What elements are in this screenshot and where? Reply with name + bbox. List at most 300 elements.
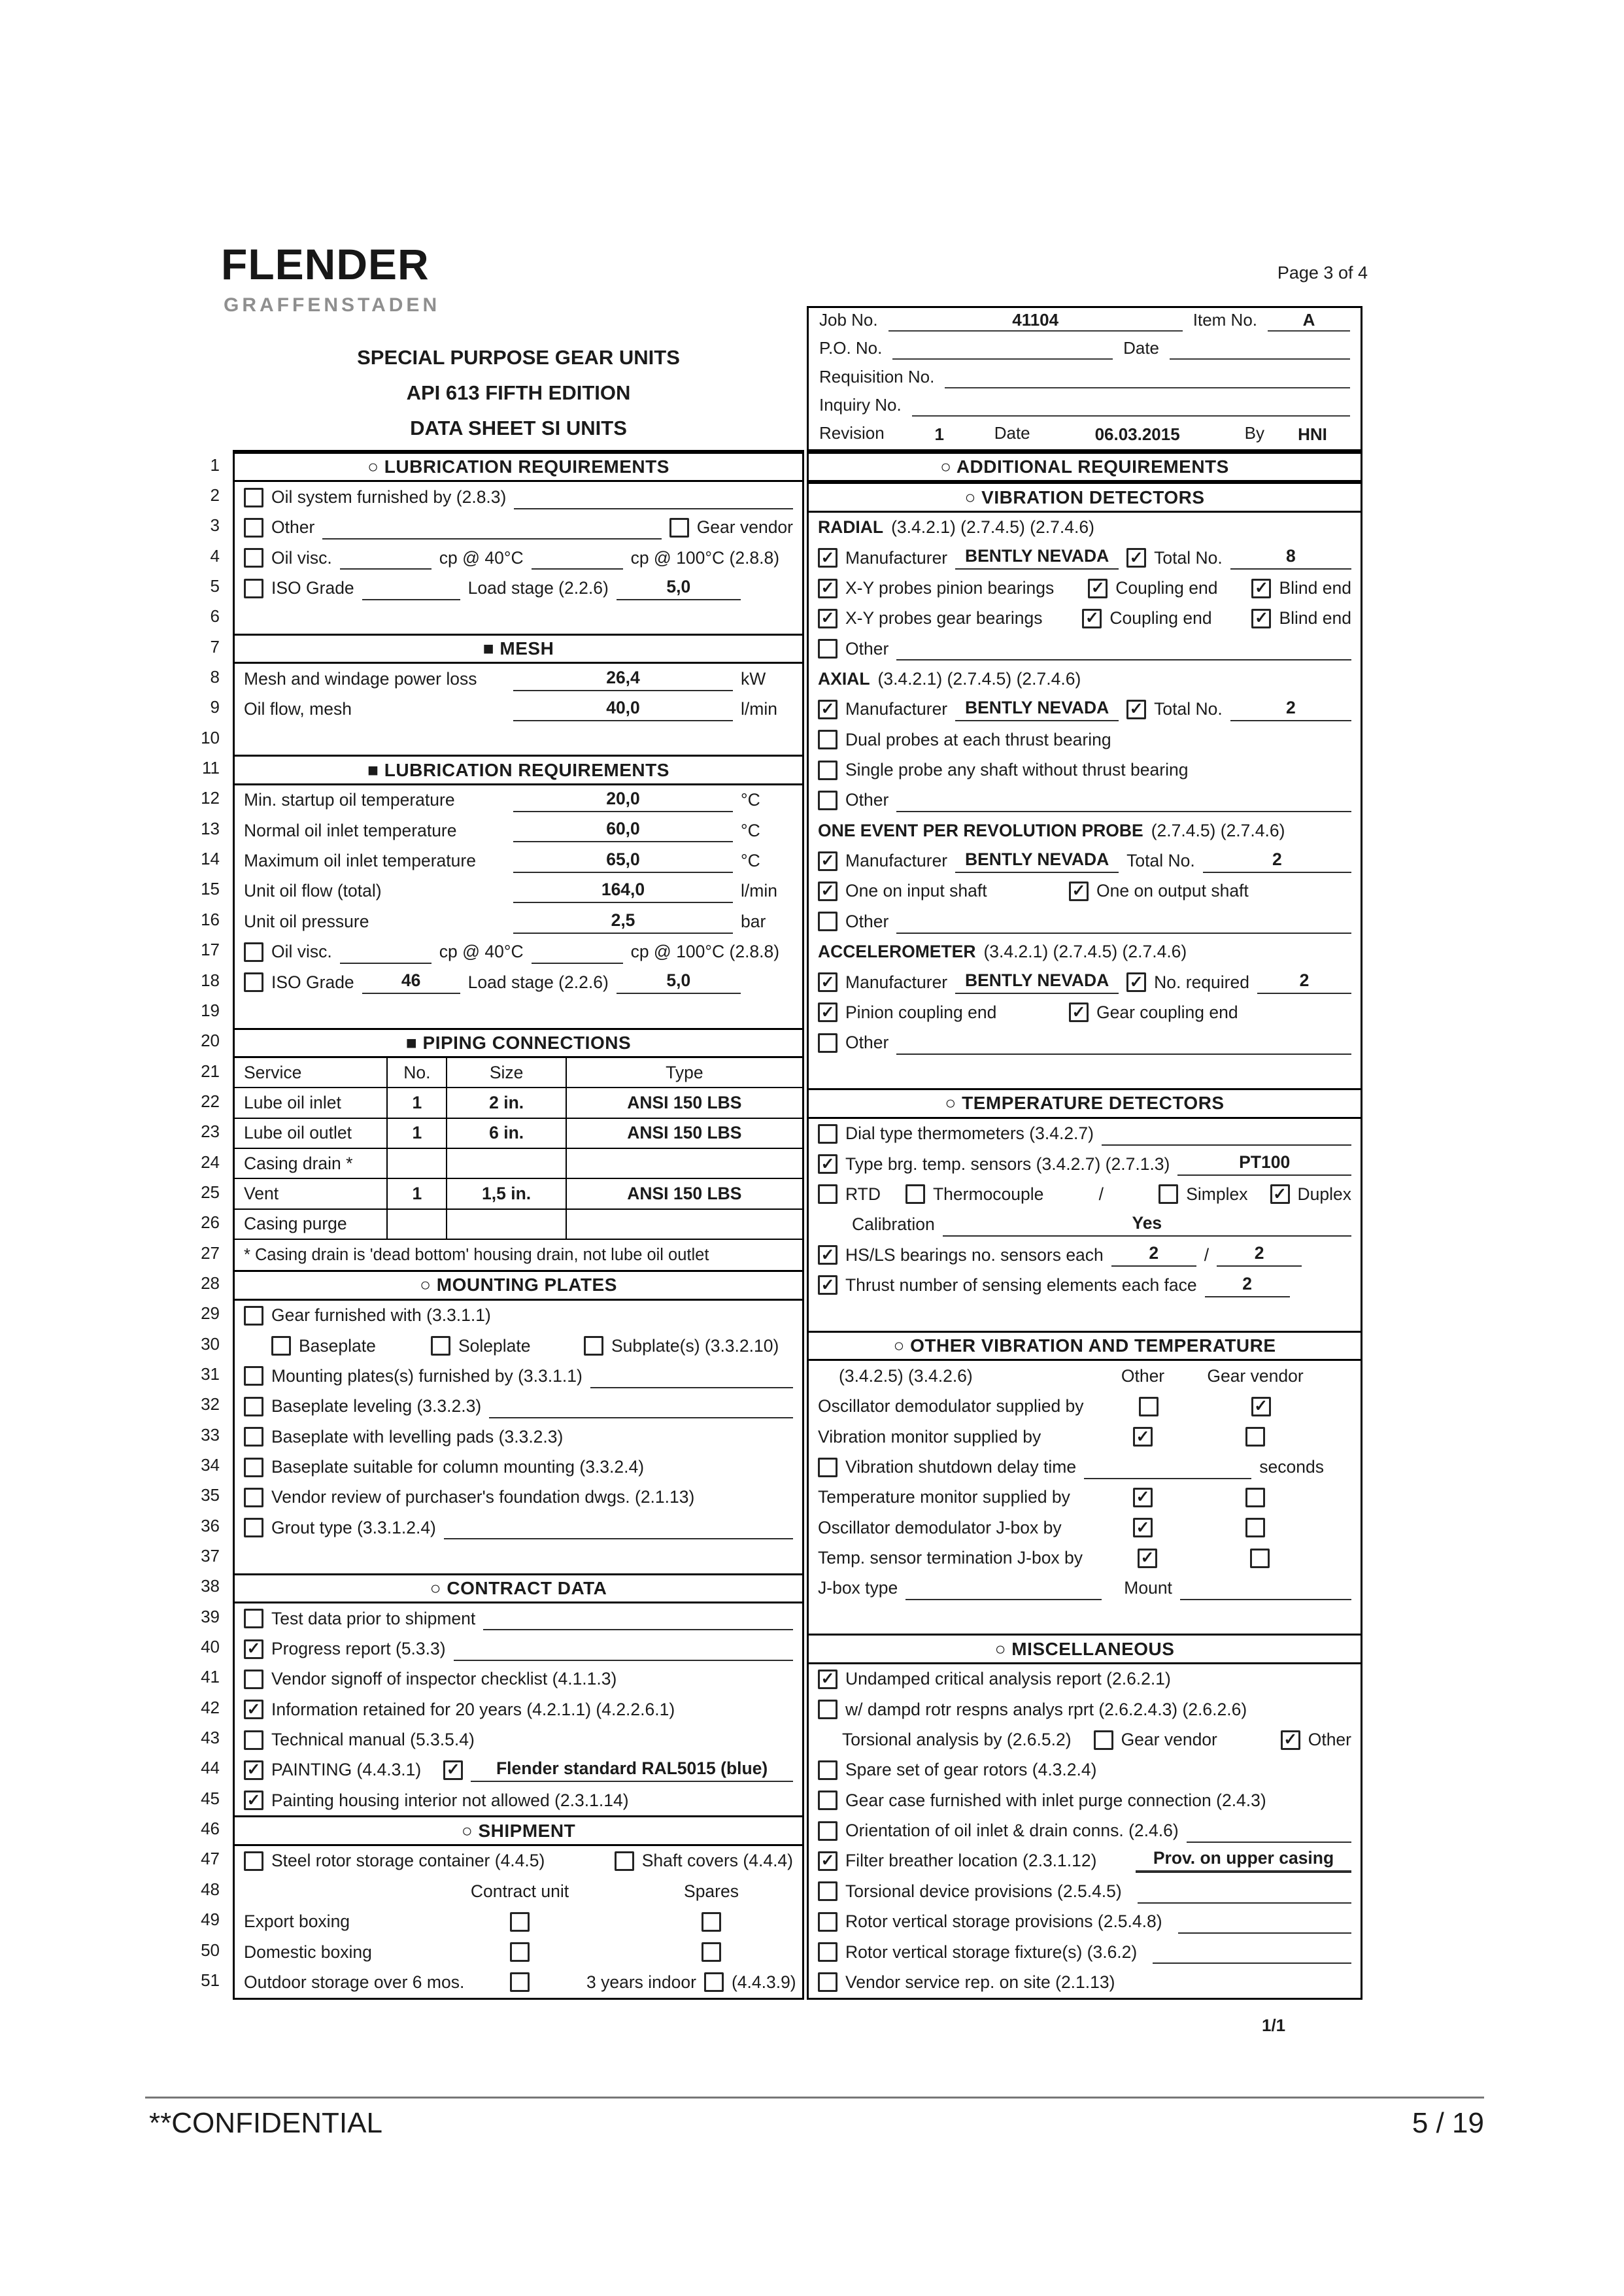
checkbox-unchecked[interactable] — [431, 1336, 450, 1356]
checkbox-unchecked[interactable] — [1159, 1184, 1178, 1204]
form-row — [809, 1694, 1361, 1724]
checkbox-checked[interactable]: ✓ — [1133, 1427, 1153, 1447]
inquiry-no-field[interactable] — [912, 397, 1350, 417]
checkbox-unchecked[interactable] — [818, 1124, 837, 1144]
form-field[interactable]: 40,0 — [513, 698, 733, 721]
checkbox-unchecked[interactable] — [818, 1458, 837, 1477]
form-row — [235, 937, 802, 967]
requisition-no-label: Requisition No. — [819, 366, 935, 386]
checkbox-checked[interactable]: ✓ — [1069, 1002, 1089, 1022]
checkbox-unchecked[interactable] — [244, 488, 263, 507]
label: Pinion coupling end — [845, 1002, 997, 1022]
checkbox-checked[interactable]: ✓ — [818, 1275, 837, 1295]
checkbox-unchecked[interactable] — [702, 1912, 721, 1932]
label: Normal oil inlet temperature — [244, 820, 457, 840]
po-no-field[interactable] — [892, 340, 1113, 360]
checkbox-unchecked[interactable] — [818, 1791, 837, 1810]
form-field[interactable]: PT100 — [1177, 1152, 1351, 1176]
form-field[interactable] — [340, 548, 431, 570]
checkbox-checked[interactable]: ✓ — [1251, 579, 1271, 598]
form-row — [809, 815, 1361, 846]
form-field[interactable]: BENTLY NEVADA — [955, 698, 1119, 721]
label: Information retained for 20 years (4.2.1.1) (4.2.2.6.1) — [271, 1699, 675, 1719]
checkbox-unchecked[interactable] — [1094, 1730, 1113, 1750]
form-row — [809, 785, 1361, 815]
label: RADIAL — [818, 517, 884, 538]
form-row — [809, 1543, 1361, 1573]
label: Thermocouple — [933, 1184, 1044, 1204]
checkbox-checked[interactable]: ✓ — [1088, 579, 1108, 598]
form-field[interactable]: 2 — [1203, 849, 1351, 873]
label: Maximum oil inlet temperature — [244, 851, 476, 871]
checkbox-unchecked[interactable] — [584, 1336, 603, 1356]
label: 3 years indoor — [586, 1972, 696, 1992]
checkbox-slot — [630, 1942, 793, 1962]
checkbox-unchecked[interactable] — [818, 1033, 837, 1053]
line-number: 11 — [202, 758, 220, 778]
label: (3.4.2.1) (2.7.4.5) (2.7.4.6) — [877, 669, 1081, 689]
table-header-cell: No. — [388, 1058, 447, 1087]
form-field[interactable] — [590, 1367, 793, 1388]
checkbox-unchecked[interactable] — [244, 1366, 263, 1386]
checkbox-slot — [461, 1972, 579, 1992]
label: Baseplate suitable for column mounting (3.3.2.4) — [271, 1457, 645, 1477]
label: Single probe any shaft without thrust bearing — [845, 760, 1189, 780]
form-field[interactable]: 164,0 — [513, 880, 733, 903]
checkbox-unchecked[interactable] — [244, 518, 263, 538]
form-row — [809, 1876, 1361, 1906]
form-field[interactable]: BENTLY NEVADA — [955, 546, 1119, 570]
checkbox-unchecked[interactable] — [244, 1397, 263, 1416]
label: Min. startup oil temperature — [244, 790, 455, 810]
form-field[interactable]: 20,0 — [513, 789, 733, 812]
line-number: 33 — [201, 1424, 220, 1445]
checkbox-unchecked[interactable] — [818, 1821, 837, 1841]
checkbox-checked[interactable]: ✓ — [818, 700, 837, 719]
label: Gear case furnished with inlet purge connection (2.4.3) — [845, 1790, 1266, 1810]
form-row — [809, 1664, 1361, 1694]
form-field[interactable] — [896, 639, 1351, 660]
form-field[interactable] — [1084, 1458, 1251, 1479]
form-field[interactable]: 2 — [1257, 970, 1351, 994]
checkbox-checked[interactable]: ✓ — [818, 1851, 837, 1871]
form-field[interactable]: BENTLY NEVADA — [955, 849, 1119, 873]
page-indicator: Page 3 of 4 — [1277, 263, 1368, 283]
section-title: ■ PIPING CONNECTIONS — [405, 1032, 632, 1053]
form-field[interactable] — [1138, 1882, 1351, 1904]
label: Temperature monitor supplied by — [818, 1487, 1070, 1507]
checkbox-slot — [1206, 1397, 1317, 1416]
line-number: 4 — [210, 545, 220, 566]
column-label: Other — [1121, 1365, 1165, 1386]
label: Vendor service rep. on site (2.1.13) — [845, 1972, 1115, 1992]
line-number: 45 — [201, 1788, 220, 1808]
checkbox-unchecked[interactable] — [244, 1609, 263, 1628]
label: Manufacturer — [845, 699, 948, 719]
checkbox-checked[interactable]: ✓ — [1126, 548, 1146, 568]
checkbox-checked[interactable]: ✓ — [1133, 1488, 1153, 1507]
form-field[interactable]: BENTLY NEVADA — [955, 970, 1119, 994]
po-no-label: P.O. No. — [819, 338, 883, 358]
document-title — [233, 340, 804, 446]
checkbox-unchecked[interactable] — [244, 548, 263, 568]
line-number: 29 — [201, 1303, 220, 1324]
line-number: 42 — [201, 1697, 220, 1717]
label: Spare set of gear rotors (4.3.2.4) — [845, 1760, 1097, 1780]
checkbox-unchecked[interactable] — [244, 1488, 263, 1507]
checkbox-unchecked[interactable] — [244, 1730, 263, 1750]
form-row — [235, 1301, 802, 1331]
form-row — [235, 1513, 802, 1543]
label: cp @ 100°C (2.8.8) — [630, 942, 780, 962]
checkbox-unchecked[interactable] — [818, 639, 837, 659]
form-row — [809, 725, 1361, 755]
label: Total No. — [1154, 699, 1223, 719]
checkbox-unchecked[interactable] — [704, 1972, 724, 1992]
label: Oil flow, mesh — [244, 699, 352, 719]
label: (3.4.2.1) (2.7.4.5) (2.7.4.6) — [983, 942, 1187, 962]
form-field[interactable]: Flender standard RAL5015 (blue) — [471, 1758, 793, 1782]
form-field[interactable]: 65,0 — [513, 849, 733, 873]
label: Coupling end — [1109, 608, 1212, 628]
form-field[interactable]: 46 — [362, 970, 460, 994]
form-field[interactable] — [362, 579, 460, 600]
checkbox-unchecked[interactable] — [1245, 1518, 1265, 1537]
form-field[interactable] — [896, 1033, 1351, 1055]
unit-label: °C — [741, 790, 760, 810]
checkbox-unchecked[interactable] — [702, 1942, 721, 1962]
form-row — [809, 634, 1361, 664]
line-number: 17 — [201, 940, 220, 960]
table-cell: 6 in. — [447, 1119, 566, 1148]
table-cell — [388, 1149, 447, 1178]
checkbox-unchecked[interactable] — [244, 1851, 263, 1871]
form-field[interactable] — [1178, 1912, 1351, 1934]
form-row — [809, 755, 1361, 785]
label: Manufacturer — [845, 851, 948, 871]
job-no-row — [809, 308, 1361, 336]
label: Gear coupling end — [1096, 1002, 1238, 1022]
checkbox-unchecked[interactable] — [510, 1912, 530, 1932]
revision-date-value: 06.03.2015 — [1094, 424, 1180, 445]
section-header — [235, 1028, 802, 1058]
checkbox-unchecked[interactable] — [244, 972, 263, 992]
line-number: 44 — [201, 1758, 220, 1778]
label: Other — [845, 790, 889, 810]
checkbox-unchecked[interactable] — [244, 1518, 263, 1537]
label: Calibration — [852, 1214, 935, 1235]
line-number: 40 — [201, 1637, 220, 1657]
form-field[interactable]: 26,4 — [513, 668, 733, 691]
form-row — [809, 513, 1361, 543]
job-no-label: Job No. — [819, 310, 878, 330]
label: cp @ 40°C — [439, 547, 524, 568]
label: Other — [271, 517, 315, 538]
form-row — [235, 694, 802, 725]
table-cell — [567, 1210, 802, 1239]
checkbox-unchecked[interactable] — [510, 1942, 530, 1962]
checkbox-checked[interactable]: ✓ — [1126, 700, 1146, 719]
line-number: 28 — [201, 1273, 220, 1293]
column-label: Contract unit — [470, 1881, 569, 1901]
label: Rotor vertical storage fixture(s) (3.6.2) — [845, 1942, 1138, 1962]
checkbox-checked[interactable]: ✓ — [818, 609, 837, 628]
form-field[interactable] — [322, 518, 661, 540]
line-number: 27 — [201, 1242, 220, 1263]
requisition-no-field[interactable] — [945, 369, 1350, 388]
checkbox-unchecked[interactable] — [1250, 1549, 1270, 1568]
form-field[interactable] — [905, 1579, 1102, 1600]
confidential-label: **CONFIDENTIAL — [149, 2107, 382, 2139]
line-number: 1 — [210, 454, 220, 475]
form-field[interactable] — [514, 488, 793, 509]
form-field[interactable]: Prov. on upper casing — [1136, 1848, 1351, 1873]
label: Blind end — [1279, 608, 1351, 628]
checkbox-unchecked[interactable] — [244, 942, 263, 962]
checkbox-unchecked[interactable] — [615, 1851, 634, 1871]
checkbox-unchecked[interactable] — [244, 1306, 263, 1326]
checkbox-checked[interactable]: ✓ — [818, 548, 837, 568]
table-cell: Lube oil outlet — [235, 1119, 388, 1148]
label: cp @ 100°C (2.8.8) — [630, 547, 780, 568]
line-number: 22 — [201, 1091, 220, 1111]
table-cell: ANSI 150 LBS — [627, 1183, 742, 1203]
checkbox-checked[interactable]: ✓ — [818, 972, 837, 992]
checkbox-checked[interactable]: ✓ — [818, 1154, 837, 1174]
form-row — [809, 1967, 1361, 1997]
checkbox-checked[interactable]: ✓ — [1069, 882, 1089, 901]
form-field[interactable]: 5,0 — [617, 577, 741, 600]
form-field[interactable] — [489, 1397, 793, 1418]
form-field[interactable]: 2,5 — [513, 910, 733, 934]
form-field[interactable] — [1187, 1821, 1351, 1843]
form-row — [235, 1482, 802, 1513]
checkbox-checked[interactable]: ✓ — [818, 1002, 837, 1022]
checkbox-checked[interactable]: ✓ — [818, 579, 837, 598]
label: Other — [845, 638, 889, 659]
checkbox-unchecked[interactable] — [510, 1972, 530, 1992]
checkbox-unchecked[interactable] — [818, 1881, 837, 1901]
section-header — [235, 634, 802, 664]
checkbox-unchecked[interactable] — [818, 791, 837, 810]
form-field[interactable] — [483, 1609, 793, 1630]
label: w/ dampd rotr respns analys rprt (2.6.2.4.3) (2.6.2.6) — [845, 1699, 1247, 1719]
form-row — [235, 1664, 802, 1694]
checkbox-unchecked[interactable] — [1245, 1488, 1265, 1507]
date-field[interactable] — [1170, 340, 1350, 360]
checkbox-unchecked[interactable] — [244, 1427, 263, 1447]
checkbox-unchecked[interactable] — [905, 1184, 925, 1204]
checkbox-checked[interactable]: ✓ — [244, 1791, 263, 1810]
checkbox-unchecked[interactable] — [818, 912, 837, 931]
checkbox-checked[interactable]: ✓ — [443, 1760, 463, 1780]
section-header — [809, 1634, 1361, 1664]
unit-label: bar — [741, 911, 766, 931]
form-field[interactable]: 8 — [1230, 546, 1351, 570]
checkbox-checked[interactable]: ✓ — [244, 1760, 263, 1780]
table-header-cell: Type — [666, 1062, 703, 1082]
checkbox-unchecked[interactable] — [669, 518, 689, 538]
checkbox-checked[interactable]: ✓ — [1251, 1397, 1271, 1416]
form-row — [235, 1331, 802, 1361]
section-title: ○ MOUNTING PLATES — [420, 1275, 617, 1295]
form-field[interactable] — [454, 1639, 793, 1661]
form-row — [235, 1634, 802, 1664]
table-header-cell: Size — [447, 1058, 566, 1087]
form-row — [235, 785, 802, 815]
label: Coupling end — [1115, 578, 1218, 598]
checkbox-unchecked[interactable] — [818, 730, 837, 749]
checkbox-checked[interactable]: ✓ — [1138, 1549, 1157, 1568]
checkbox-unchecked[interactable] — [818, 1942, 837, 1962]
table-row — [235, 1058, 802, 1088]
checkbox-checked[interactable]: ✓ — [818, 882, 837, 901]
form-row — [235, 1785, 802, 1815]
checkbox-unchecked[interactable] — [818, 1912, 837, 1932]
form-field[interactable] — [1153, 1942, 1351, 1964]
checkbox-checked[interactable]: ✓ — [244, 1700, 263, 1719]
section-header — [235, 755, 802, 785]
table-cell: Vent — [235, 1179, 388, 1208]
table-cell — [567, 1149, 802, 1178]
title-line-1: SPECIAL PURPOSE GEAR UNITS — [357, 346, 680, 369]
column-label: Spares — [684, 1881, 739, 1901]
checkbox-checked[interactable]: ✓ — [818, 1245, 837, 1265]
label: / — [1098, 1184, 1104, 1204]
form-row — [809, 967, 1361, 997]
graffenstaden-logo-subtitle: GRAFFENSTADEN — [224, 294, 441, 316]
form-row — [235, 1967, 802, 1997]
revision-date-label: Date — [994, 423, 1030, 443]
table-row — [235, 1210, 802, 1240]
label: HS/LS bearings no. sensors each — [845, 1244, 1104, 1265]
checkbox-unchecked[interactable] — [818, 1700, 837, 1719]
blank-row — [235, 725, 802, 755]
label: Mount — [1124, 1578, 1172, 1598]
checkbox-checked[interactable]: ✓ — [1082, 609, 1102, 628]
form-field[interactable] — [444, 1518, 793, 1539]
section-title: ○ SHIPMENT — [461, 1820, 576, 1841]
checkbox-unchecked[interactable] — [818, 761, 837, 780]
checkbox-unchecked[interactable] — [244, 1670, 263, 1689]
label: (4.4.3.9) — [731, 1972, 796, 1992]
table-cell: ANSI 150 LBS — [627, 1123, 742, 1143]
checkbox-unchecked[interactable] — [244, 1458, 263, 1477]
form-row — [809, 1392, 1361, 1422]
section-header — [235, 1573, 802, 1603]
checkbox-unchecked[interactable] — [1139, 1397, 1159, 1416]
checkbox-unchecked[interactable] — [818, 1184, 837, 1204]
item-no-field[interactable]: A — [1268, 310, 1350, 332]
form-field[interactable] — [1180, 1579, 1351, 1600]
checkbox-unchecked[interactable] — [818, 1972, 837, 1992]
line-number: 20 — [201, 1031, 220, 1051]
checkbox-checked[interactable]: ✓ — [1133, 1518, 1153, 1537]
label: Other — [845, 911, 889, 931]
line-number: 43 — [201, 1728, 220, 1748]
form-field[interactable] — [1102, 1124, 1351, 1146]
label: Baseplate leveling (3.3.2.3) — [271, 1396, 482, 1416]
section-header — [235, 1270, 802, 1300]
label: / — [1204, 1244, 1210, 1265]
form-field[interactable] — [896, 791, 1351, 812]
form-row — [809, 1907, 1361, 1937]
form-field[interactable] — [532, 942, 623, 964]
job-no-field[interactable]: 41104 — [888, 310, 1183, 332]
label: Mounting plates(s) furnished by (3.3.1.1) — [271, 1365, 583, 1386]
form-field[interactable]: 2 — [1111, 1243, 1196, 1267]
checkbox-checked[interactable]: ✓ — [1270, 1184, 1290, 1204]
line-number: 7 — [210, 636, 220, 657]
line-number: 47 — [201, 1849, 220, 1869]
label: seconds — [1259, 1457, 1324, 1477]
checkbox-unchecked[interactable] — [1245, 1427, 1265, 1447]
label: Blind end — [1279, 578, 1351, 598]
form-field[interactable]: 2 — [1217, 1243, 1302, 1267]
label: Painting housing interior not allowed (2.3.1.14) — [271, 1790, 629, 1810]
checkbox-unchecked[interactable] — [271, 1336, 291, 1356]
form-field[interactable] — [532, 548, 623, 570]
table-cell — [447, 1149, 566, 1178]
form-field[interactable]: 5,0 — [617, 970, 741, 994]
checkbox-unchecked[interactable] — [244, 579, 263, 598]
checkbox-checked[interactable]: ✓ — [244, 1639, 263, 1659]
unit-label: l/min — [741, 881, 777, 901]
checkbox-checked[interactable]: ✓ — [818, 1670, 837, 1689]
section-header — [235, 1815, 802, 1845]
form-row — [809, 937, 1361, 967]
form-field[interactable]: 2 — [1205, 1274, 1290, 1297]
row-number-column — [188, 450, 225, 1996]
label: ISO Grade — [271, 972, 354, 992]
label: ACCELEROMETER — [818, 942, 976, 962]
revision-label: Revision — [819, 423, 885, 443]
date-label: Date — [1123, 338, 1159, 358]
checkbox-slot — [1094, 1488, 1192, 1507]
checkbox-checked[interactable]: ✓ — [818, 851, 837, 871]
form-row — [809, 664, 1361, 694]
label: Dual probes at each thrust bearing — [845, 729, 1111, 749]
label: Gear vendor — [696, 517, 793, 538]
label: Gear furnished with (3.3.1.1) — [271, 1305, 491, 1326]
footnote-row — [235, 1240, 802, 1270]
label: Baseplate — [299, 1335, 376, 1356]
form-field[interactable] — [896, 912, 1351, 934]
line-number: 14 — [201, 849, 220, 869]
label: Subplate(s) (3.3.2.10) — [611, 1335, 779, 1356]
po-no-row — [809, 336, 1361, 364]
form-field[interactable] — [340, 942, 431, 964]
form-field[interactable]: 2 — [1230, 698, 1351, 721]
form-field[interactable]: Yes — [943, 1213, 1351, 1237]
line-number: 12 — [201, 788, 220, 808]
section-title: ○ TEMPERATURE DETECTORS — [945, 1093, 1225, 1114]
label: Oil system furnished by (2.8.3) — [271, 487, 507, 507]
form-row — [235, 1392, 802, 1422]
label: Gear vendor — [1121, 1730, 1217, 1750]
line-number: 15 — [201, 879, 220, 899]
label: Oscillator demodulator J-box by — [818, 1517, 1062, 1537]
label: Torsional device provisions (2.5.4.5) — [845, 1881, 1122, 1901]
form-field[interactable]: 60,0 — [513, 819, 733, 842]
line-number: 49 — [201, 1910, 220, 1930]
label: Export boxing — [244, 1911, 350, 1932]
label: X-Y probes gear bearings — [845, 608, 1043, 628]
checkbox-checked[interactable]: ✓ — [1126, 972, 1146, 992]
checkbox-unchecked[interactable] — [818, 1760, 837, 1780]
checkbox-checked[interactable]: ✓ — [1251, 609, 1271, 628]
checkbox-checked[interactable]: ✓ — [1281, 1730, 1300, 1750]
